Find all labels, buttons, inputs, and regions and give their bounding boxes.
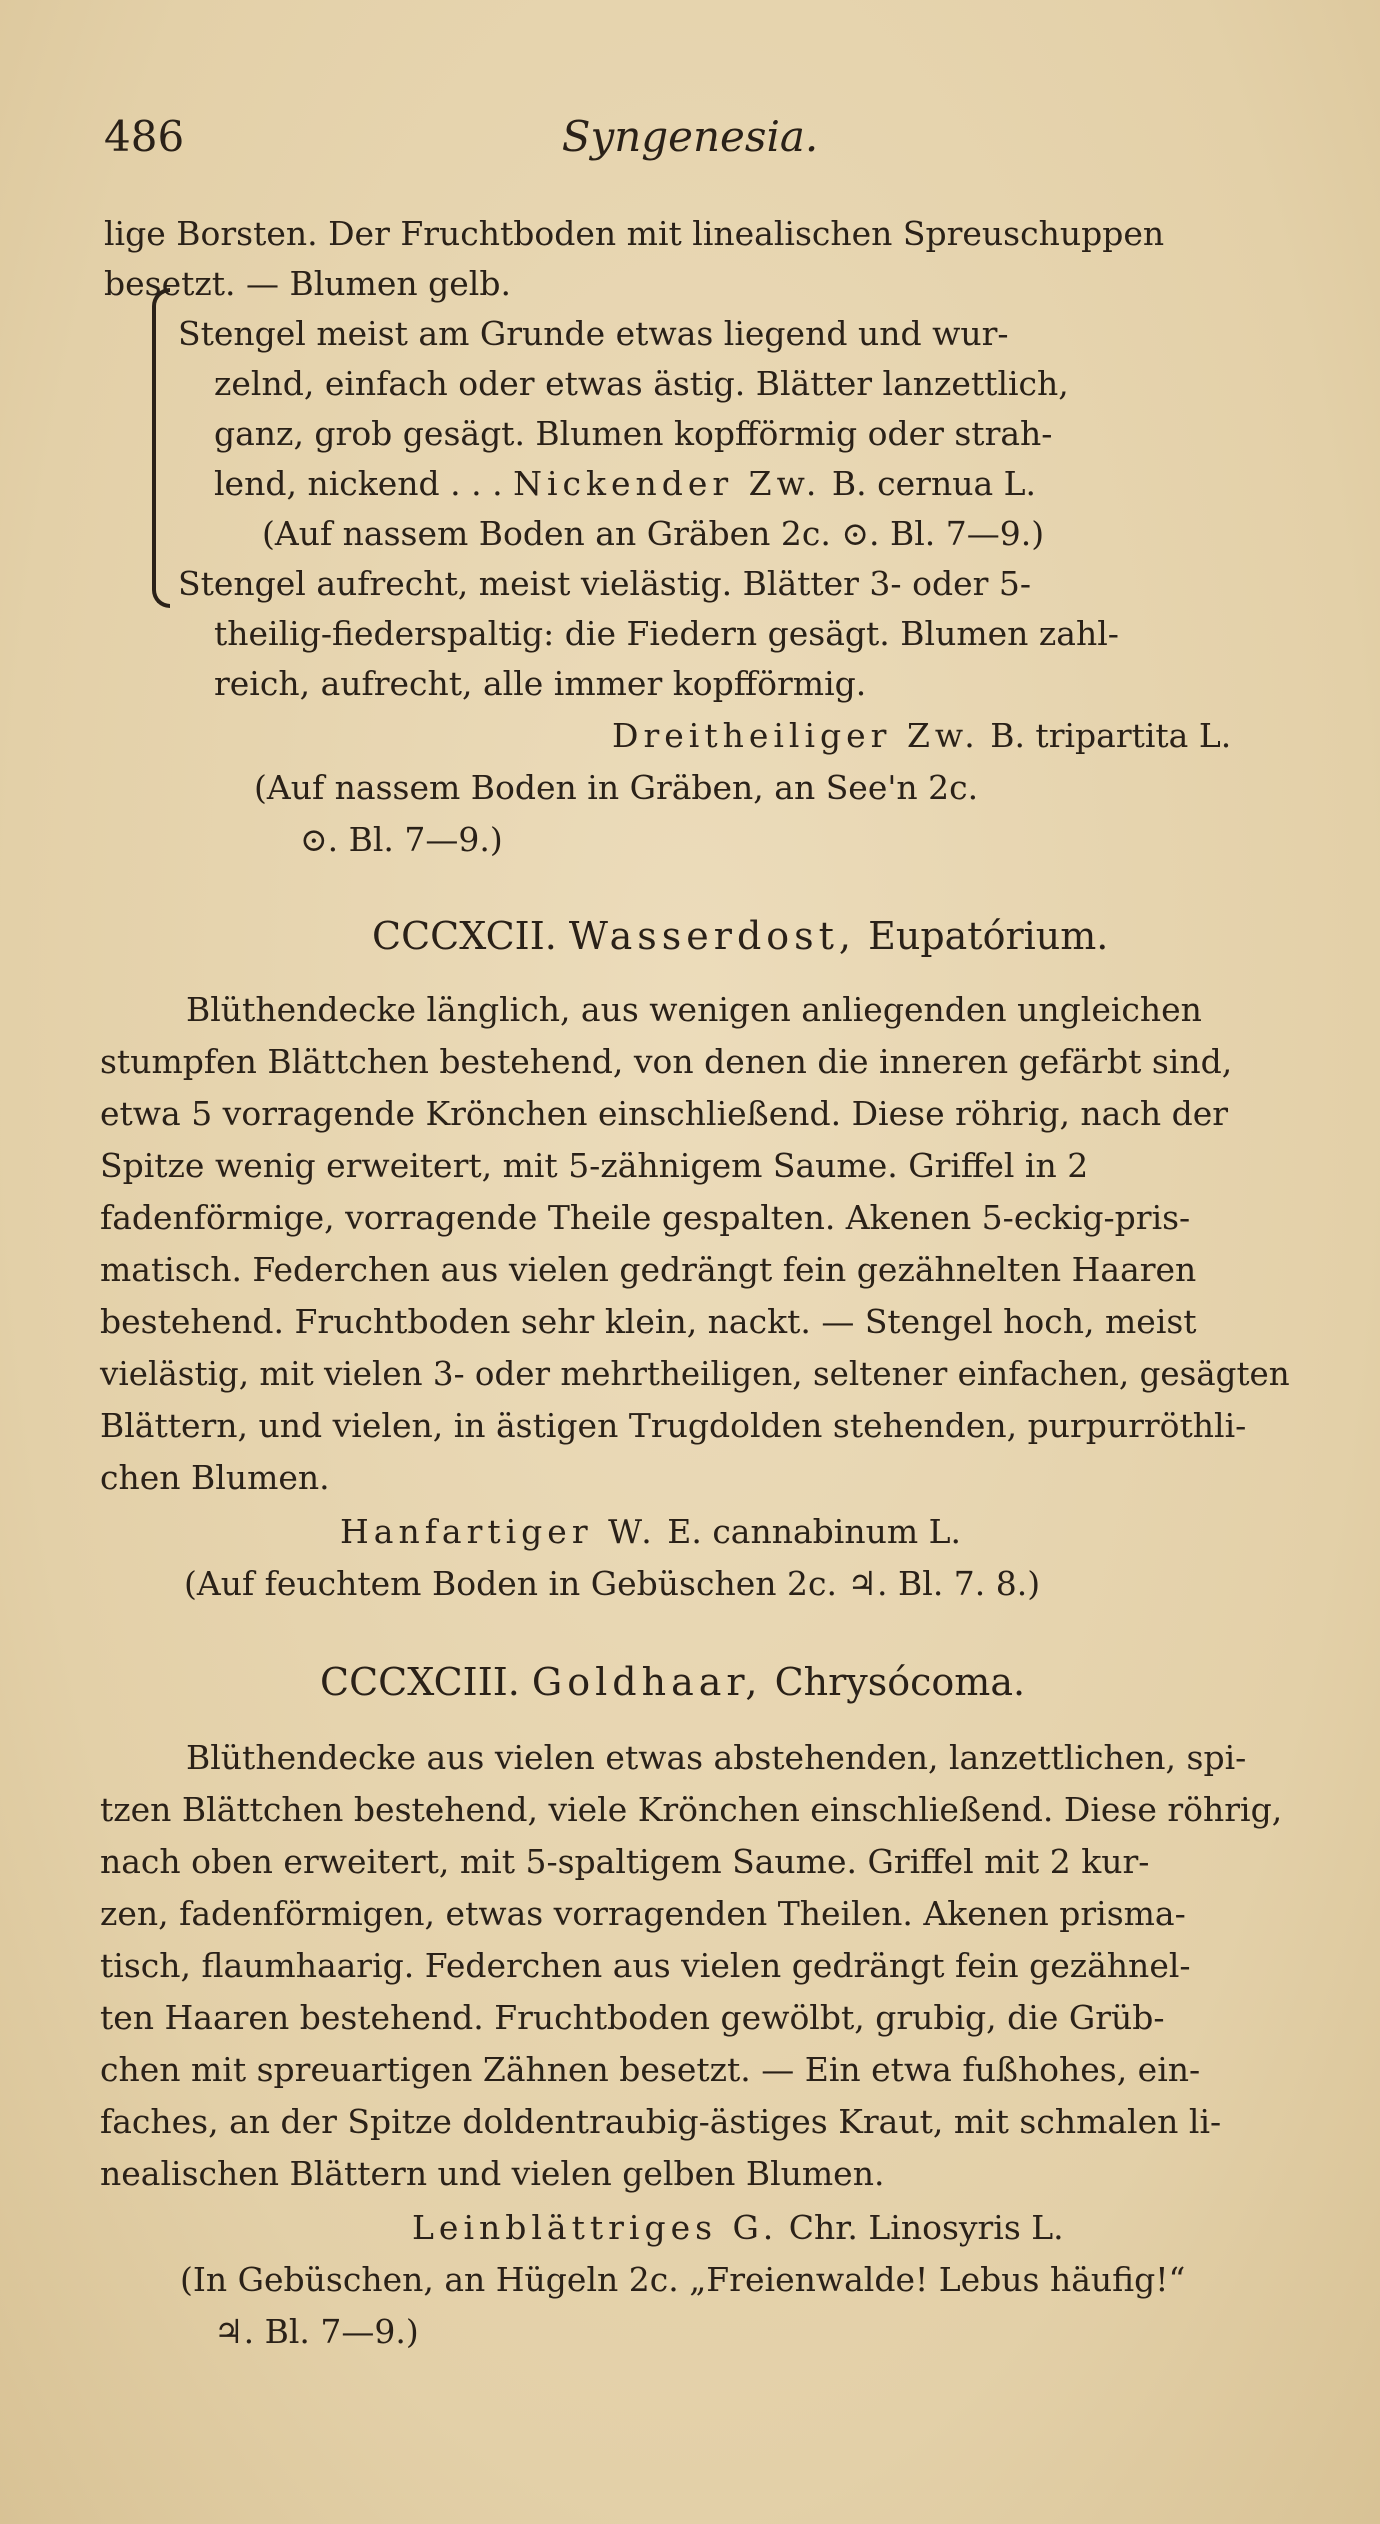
text-line: etwa 5 vorragende Krönchen einschließend. Diese röhrig, nach der bbox=[100, 1094, 1229, 1133]
text-line: Blüthendecke aus vielen etwas abstehenden, lanzettlichen, spi- bbox=[186, 1738, 1247, 1777]
habitat-line: ♃. Bl. 7—9.) bbox=[214, 2312, 419, 2351]
habitat-line: (Auf nassem Boden an Gräben 2c. ⊙. Bl. 7—9.) bbox=[262, 514, 1045, 553]
text-line: tzen Blättchen bestehend, viele Krönchen einschließend. Diese röhrig, bbox=[100, 1790, 1283, 1829]
text-line: stumpfen Blättchen bestehend, von denen die inneren gefärbt sind, bbox=[100, 1042, 1233, 1081]
text-line: Blüthendecke länglich, aus wenigen anliegenden ungleichen bbox=[186, 990, 1202, 1029]
key-line: reich, aufrecht, alle immer kopfförmig. bbox=[214, 664, 867, 703]
key-line: Stengel aufrecht, meist vielästig. Blätter 3- oder 5- bbox=[178, 564, 1032, 603]
species-line bbox=[340, 1510, 961, 1554]
text-line: Blättern, und vielen, in ästigen Trugdolden stehenden, purpurröthli- bbox=[100, 1406, 1247, 1445]
text-line: besetzt. — Blumen gelb. bbox=[104, 264, 511, 303]
genus-number: CCCXCIII. bbox=[320, 1660, 520, 1704]
species-name: Hanfartiger W. bbox=[340, 1512, 657, 1551]
species-name: Leinblättriges G. bbox=[412, 2208, 779, 2247]
text-line: chen Blumen. bbox=[100, 1458, 330, 1497]
species-latin: B. cernua L. bbox=[831, 464, 1037, 503]
key-line bbox=[214, 462, 1036, 506]
text-line: matisch. Federchen aus vielen gedrängt fein gezähnelten Haaren bbox=[100, 1250, 1197, 1289]
text-line: tisch, flaumhaarig. Federchen aus vielen gedrängt fein gezähnel- bbox=[100, 1946, 1191, 1985]
species-latin: B. tripartita L. bbox=[990, 716, 1232, 755]
key-line: ganz, grob gesägt. Blumen kopfförmig oder strah- bbox=[214, 414, 1053, 453]
genus-latin: Eupatórium. bbox=[868, 914, 1109, 958]
habitat-line: ⊙. Bl. 7—9.) bbox=[300, 820, 503, 859]
key-line-text: lend, nickend . . . bbox=[214, 464, 514, 503]
text-line: fadenförmige, vorragende Theile gespalten. Akenen 5-eckig-pris- bbox=[100, 1198, 1191, 1237]
page-number: 486 bbox=[104, 112, 185, 161]
text-line: chen mit spreuartigen Zähnen besetzt. — Ein etwa fußhohes, ein- bbox=[100, 2050, 1201, 2089]
key-line: Stengel meist am Grunde etwas liegend und wur- bbox=[178, 314, 1009, 353]
text-line: nach oben erweitert, mit 5-spaltigem Saume. Griffel mit 2 kur- bbox=[100, 1842, 1150, 1881]
text-line: ten Haaren bestehend. Fruchtboden gewölbt, grubig, die Grüb- bbox=[100, 1998, 1165, 2037]
species-latin: Chr. Linosyris L. bbox=[788, 2208, 1064, 2247]
text-line: nealischen Blättern und vielen gelben Blumen. bbox=[100, 2154, 885, 2193]
genus-name: Wasserdost, bbox=[568, 914, 857, 958]
key-line: theilig-fiederspaltig: die Fiedern gesägt. Blumen zahl- bbox=[214, 614, 1119, 653]
species-line bbox=[412, 2206, 1064, 2250]
text-line: vielästig, mit vielen 3- oder mehrtheiligen, seltener einfachen, gesägten bbox=[100, 1354, 1290, 1393]
habitat-line: (In Gebüschen, an Hügeln 2c. „Freienwalde! Lebus häufig!“ bbox=[180, 2260, 1186, 2299]
key-bracket bbox=[152, 288, 170, 608]
text-line: zen, fadenförmigen, etwas vorragenden Theilen. Akenen prisma- bbox=[100, 1894, 1186, 1933]
species-name: Nickender Zw. bbox=[513, 464, 822, 503]
text-line: Spitze wenig erweitert, mit 5-zähnigem Saume. Griffel in 2 bbox=[100, 1146, 1089, 1185]
species-line bbox=[612, 714, 1231, 758]
species-name: Dreitheiliger Zw. bbox=[612, 716, 980, 755]
text-line: lige Borsten. Der Fruchtboden mit linealischen Spreuschuppen bbox=[104, 214, 1165, 253]
habitat-line: (Auf nassem Boden in Gräben, an See'n 2c. bbox=[254, 768, 979, 807]
species-latin: E. cannabinum L. bbox=[667, 1512, 962, 1551]
genus-name: Goldhaar, bbox=[531, 1660, 763, 1704]
genus-number: CCCXCII. bbox=[372, 914, 557, 958]
text-line: bestehend. Fruchtboden sehr klein, nackt. — Stengel hoch, meist bbox=[100, 1302, 1197, 1341]
genus-heading bbox=[320, 1660, 1025, 1704]
genus-latin: Chrysócoma. bbox=[774, 1660, 1026, 1704]
key-line: zelnd, einfach oder etwas ästig. Blätter lanzettlich, bbox=[214, 364, 1069, 403]
genus-heading bbox=[372, 914, 1108, 958]
text-line: faches, an der Spitze doldentraubig-ästiges Kraut, mit schmalen li- bbox=[100, 2102, 1222, 2141]
running-title: Syngenesia. bbox=[561, 112, 819, 161]
habitat-line: (Auf feuchtem Boden in Gebüschen 2c. ♃. Bl. 7. 8.) bbox=[184, 1564, 1041, 1603]
